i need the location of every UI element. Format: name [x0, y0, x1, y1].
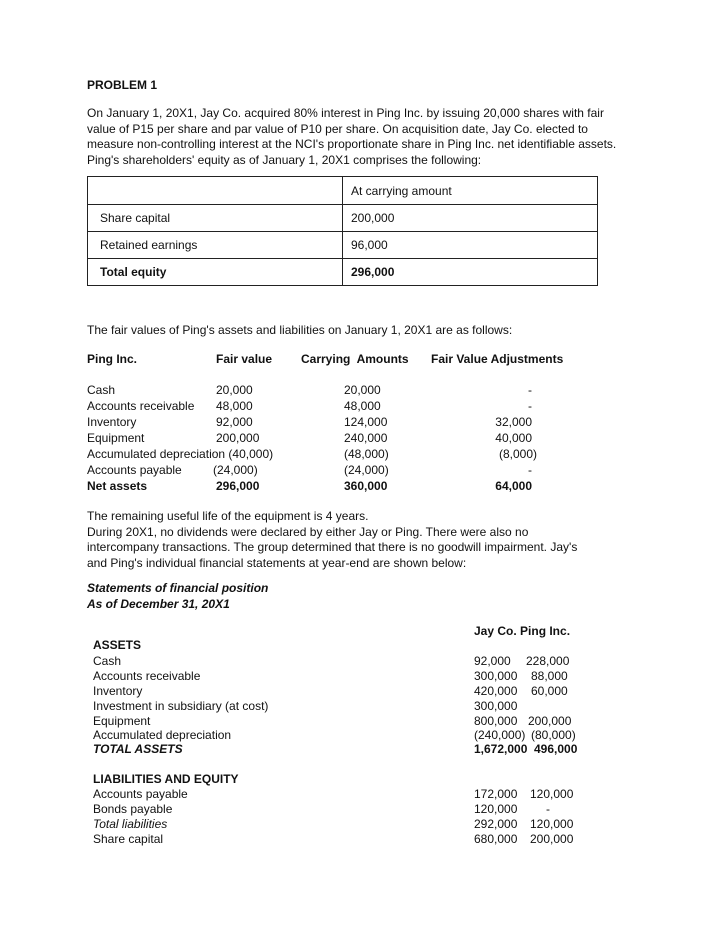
sfp-row-label: Bonds payable	[93, 802, 173, 816]
sfp-row	[0, 802, 720, 817]
fv-row-label: Accounts receivable	[87, 399, 195, 413]
assets-heading	[0, 638, 720, 653]
sfp-row	[0, 684, 720, 699]
fair-value-header	[0, 352, 720, 368]
sfp-row-jay: 120,000	[474, 802, 518, 816]
details-line: intercompany transactions. The group determined that there is no goodwill impairment. Jay's	[87, 540, 578, 554]
intro-line: Ping's shareholders' equity as of January 1, 20X1 comprises the following:	[87, 152, 482, 167]
liabilities-heading-label: LIABILITIES AND EQUITY	[93, 772, 239, 786]
share-capital-label: Share capital	[93, 832, 164, 846]
fv-row-label: Inventory	[87, 415, 137, 429]
details-line: During 20X1, no dividends were declared by either Jay or Ping. There were also no	[87, 524, 529, 539]
share-capital-jay: 680,000	[474, 832, 518, 846]
fv-row	[0, 463, 720, 479]
assets-heading-label: ASSETS	[93, 638, 142, 652]
fv-total-carrying: 360,000	[344, 479, 388, 493]
total-assets-jay: 1,672,000	[474, 742, 528, 756]
share-capital-ping: 200,000	[530, 832, 574, 846]
sfp-row-ping: 200,000	[528, 714, 572, 728]
equity-row-label: Share capital	[88, 205, 343, 232]
intro-line: measure non-controlling interest at the NCI's proportionate share in Ping Inc. net identifiable assets.	[87, 137, 617, 151]
sfp-row-jay: 92,000	[474, 654, 511, 668]
sfp-row-ping: 60,000	[531, 684, 568, 698]
sfp-row-ping: (80,000)	[531, 728, 576, 742]
fv-row-adj: -	[528, 383, 532, 397]
equity-table-header	[88, 177, 598, 205]
sfp-total-liabilities	[0, 817, 720, 832]
sfp-row-label: Accumulated depreciation	[93, 728, 232, 742]
sfp-row-label: Accounts receivable	[93, 669, 201, 683]
fv-row-adj: 32,000	[495, 415, 532, 429]
fv-row-carrying: 124,000	[344, 415, 388, 429]
fv-row-label: Accounts payable	[87, 463, 182, 477]
fv-row	[0, 431, 720, 447]
intro-line: value of P15 per share and par value of P10 per share. On acquisition date, Jay Co. elected to	[87, 121, 588, 136]
sfp-row-ping: -	[546, 802, 550, 816]
fv-row	[0, 415, 720, 431]
sfp-row-jay: (240,000)	[474, 728, 526, 742]
total-liabilities-jay: 292,000	[474, 817, 518, 831]
sfp-row-ping: 120,000	[530, 787, 574, 801]
fv-total-fair: 296,000	[216, 479, 260, 493]
sfp-row-jay: 300,000	[474, 669, 518, 683]
fv-row-carrying: 20,000	[344, 383, 381, 397]
intro-paragraph	[87, 106, 627, 168]
fv-row-fair: 20,000	[216, 383, 253, 397]
fv-header-entity: Ping Inc.	[87, 352, 138, 366]
fv-row	[0, 447, 720, 463]
intro-line: On January 1, 20X1, Jay Co. acquired 80% interest in Ping Inc. by issuing 20,000 shares with fair	[87, 106, 604, 120]
sfp-row-jay: 300,000	[474, 699, 518, 713]
fv-total-label: Net assets	[87, 479, 148, 493]
fv-row-carrying: 240,000	[344, 431, 388, 445]
sfp-row-ping: 88,000	[531, 669, 568, 683]
sfp-row-jay: 420,000	[474, 684, 518, 698]
equity-header-blank	[88, 177, 343, 205]
fv-row-label: Equipment	[87, 431, 145, 445]
sfp-row-ping: 228,000	[526, 654, 570, 668]
fv-row-label: Accumulated depreciation (40,000)	[87, 447, 274, 461]
total-liabilities-label: Total liabilities	[93, 817, 168, 831]
sfp-row-label: Accounts payable	[93, 787, 188, 801]
sfp-row-label: Equipment	[93, 714, 151, 728]
sfp-row	[0, 699, 720, 714]
sfp-row-label: Inventory	[93, 684, 143, 698]
details-paragraph	[87, 509, 577, 571]
fv-row-carrying: (48,000)	[344, 447, 389, 461]
fv-row-fair: 200,000	[216, 431, 260, 445]
sfp-title: Statements of financial position	[87, 581, 269, 595]
details-line: The remaining useful life of the equipment is 4 years.	[87, 509, 369, 523]
equity-row-total	[88, 259, 598, 286]
sfp-date: As of December 31, 20X1	[87, 597, 230, 611]
total-assets-label: TOTAL ASSETS	[93, 742, 183, 756]
problem-title: PROBLEM 1	[87, 78, 158, 92]
fv-row	[0, 399, 720, 415]
liabilities-heading	[0, 772, 720, 787]
sfp-row	[0, 787, 720, 802]
fv-total-adj: 64,000	[495, 479, 532, 493]
equity-header-carrying: At carrying amount	[343, 177, 598, 205]
total-assets-ping: 496,000	[534, 742, 578, 756]
sfp-column-header: Jay Co. Ping Inc.	[474, 624, 571, 638]
fv-header-carrying: Carrying Amounts	[301, 352, 409, 366]
fv-row-fair: (24,000)	[213, 463, 258, 477]
sfp-row	[0, 654, 720, 669]
sfp-row-jay: 172,000	[474, 787, 518, 801]
fv-row-total	[0, 479, 720, 495]
fv-row-carrying: 48,000	[344, 399, 381, 413]
fv-header-adjustments: Fair Value Adjustments	[431, 352, 564, 366]
equity-row-value: 200,000	[343, 205, 598, 232]
sfp-row	[0, 832, 720, 847]
sfp-row-label: Investment in subsidiary (at cost)	[93, 699, 269, 713]
details-line: and Ping's individual financial statements at year-end are shown below:	[87, 555, 467, 570]
sfp-row	[0, 728, 720, 743]
equity-total-label: Total equity	[88, 259, 343, 286]
fv-header-fair: Fair value	[216, 352, 273, 366]
fv-row-adj: -	[528, 463, 532, 477]
fv-row-label: Cash	[87, 383, 116, 397]
sfp-row	[0, 714, 720, 729]
fv-row	[0, 383, 720, 399]
fv-row-adj: (8,000)	[498, 447, 537, 461]
equity-row	[88, 232, 598, 259]
equity-row-value: 96,000	[343, 232, 598, 259]
equity-total-value: 296,000	[343, 259, 598, 286]
fv-row-fair: 92,000	[216, 415, 253, 429]
fv-row-carrying: (24,000)	[344, 463, 389, 477]
fair-value-intro: The fair values of Ping's assets and liabilities on January 1, 20X1 are as follows:	[87, 323, 513, 337]
fv-row-adj: -	[528, 399, 532, 413]
total-liabilities-ping: 120,000	[530, 817, 574, 831]
equity-table	[87, 176, 598, 286]
sfp-total-assets	[0, 742, 720, 757]
sfp-row-jay: 800,000	[474, 714, 518, 728]
equity-row-label: Retained earnings	[88, 232, 343, 259]
fv-row-adj: 40,000	[495, 431, 532, 445]
sfp-row-label: Cash	[93, 654, 122, 668]
equity-row	[88, 205, 598, 232]
sfp-row	[0, 669, 720, 684]
fv-row-fair: 48,000	[216, 399, 253, 413]
